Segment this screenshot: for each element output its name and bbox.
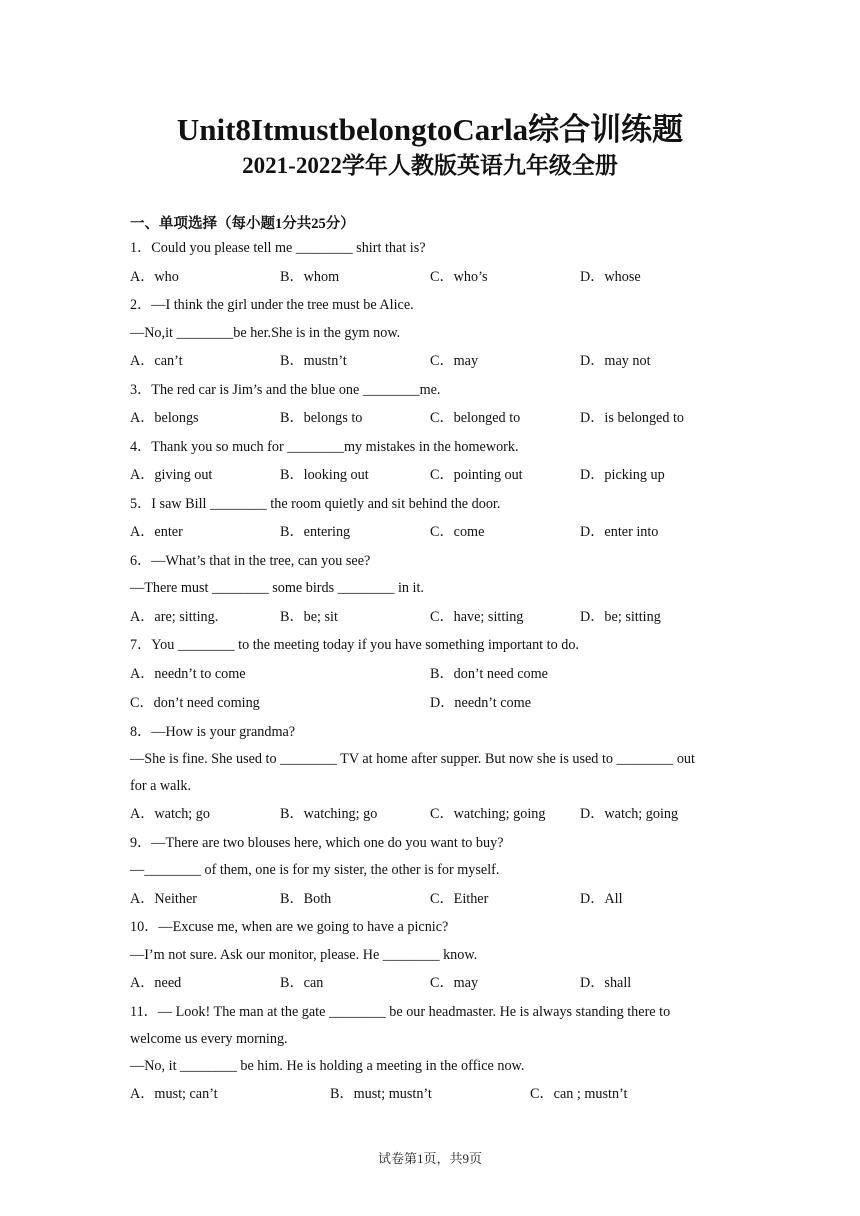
option-a: A．needn’t to come [130, 665, 246, 682]
option-c: C．come [430, 524, 485, 540]
option-b: B．can [280, 975, 324, 991]
option-b: B．be; sit [280, 608, 338, 625]
question-stem: 3．The red car is Jim’s and the blue one ________me. [130, 381, 441, 398]
question-stem: 11．— Look! The man at the gate ________ be our headmaster. He is always standing there to welcome us every morning. [130, 1003, 671, 1047]
question-3 [130, 377, 730, 434]
option-b: B．mustn’t [280, 353, 347, 369]
options-row [130, 969, 730, 999]
question-stem: 10．—Excuse me, when are we going to have a picnic? [130, 919, 449, 935]
option-a: A．giving out [130, 467, 213, 483]
option-a: A．belongs [130, 410, 199, 426]
option-c: C．who’s [430, 268, 488, 285]
option-c: C．Either [430, 890, 489, 907]
options-row [130, 263, 730, 293]
option-d: D．enter into [580, 524, 659, 540]
question-5 [130, 491, 730, 548]
option-a: A．need [130, 975, 182, 991]
option-b: B．whom [280, 268, 340, 285]
question-1 [130, 235, 730, 292]
question-10 [130, 914, 730, 999]
question-stem: 9．—There are two blouses here, which one do you want to buy? [130, 834, 504, 851]
question-stem: 5．I saw Bill ________ the room quietly and sit behind the door. [130, 495, 501, 512]
option-a: A．who [130, 268, 179, 285]
page-subtitle: 2021-2022学年人教版英语九年级全册 [242, 153, 618, 178]
option-b: B．looking out [280, 467, 369, 483]
option-a: A．watch; go [130, 806, 210, 822]
question-stem-reply: —I’m not sure. Ask our monitor, please. He ________ know. [130, 946, 478, 963]
option-c: C．may [430, 975, 479, 991]
question-stem: 6．—What’s that in the tree, can you see? [130, 552, 371, 569]
option-d: D．is belonged to [580, 410, 685, 426]
question-area [130, 213, 730, 1110]
option-d: D．shall [580, 975, 632, 991]
question-stem: 2．—I think the girl under the tree must be Alice. [130, 297, 414, 313]
option-b: B．entering [280, 524, 351, 540]
option-d: D．picking up [580, 467, 665, 483]
option-a: A．can’t [130, 353, 183, 369]
option-c: C．belonged to [430, 410, 521, 426]
question-stem: 8．—How is your grandma? [130, 723, 296, 740]
question-6 [130, 548, 730, 633]
question-8 [130, 719, 730, 830]
option-a: A．enter [130, 524, 183, 540]
option-b: B．watching; go [280, 806, 378, 822]
option-a: A．Neither [130, 890, 197, 907]
option-b: B．don’t need come [430, 665, 548, 682]
option-c: C．don’t need coming [130, 695, 260, 711]
page-title: Unit8ItmustbelongtoCarla综合训练题 [176, 112, 684, 147]
question-stem-reply: —No, it ________ be him. He is holding a meeting in the office now. [130, 1057, 525, 1074]
question-stem-reply: —She is fine. She used to ________ TV at home after supper. But now she is used to ________ out for a walk. [130, 751, 695, 794]
question-7 [130, 632, 730, 719]
option-c: C．can ; mustn’t [530, 1086, 628, 1102]
option-c: C．watching; going [430, 806, 546, 822]
options-row [130, 1080, 730, 1110]
options-row [130, 461, 730, 491]
option-c: C．may [430, 353, 479, 369]
question-stem-reply: —________ of them, one is for my sister, the other is for myself. [130, 862, 500, 878]
option-d: D．watch; going [580, 806, 679, 822]
option-d: D．may not [580, 353, 651, 369]
option-d: D．needn’t come [430, 695, 531, 711]
options-row [130, 603, 730, 633]
question-stem-reply: —There must ________ some birds ________ in it. [130, 580, 424, 596]
options-row [130, 800, 730, 830]
options-row [130, 885, 730, 915]
option-b: B．belongs to [280, 410, 363, 426]
option-b: B．must; mustn’t [330, 1086, 432, 1102]
options-row [130, 689, 730, 719]
options-row [130, 518, 730, 548]
option-c: C．pointing out [430, 467, 523, 483]
question-stem: 1．Could you please tell me ________ shirt that is? [130, 240, 426, 256]
question-9 [130, 830, 730, 915]
question-2 [130, 292, 730, 377]
option-d: D．whose [580, 268, 641, 285]
question-11 [130, 999, 730, 1110]
section-heading: 一、单项选择（每小题1分共25分） [130, 216, 355, 232]
option-a: A．must; can’t [130, 1086, 218, 1102]
options-row [130, 660, 730, 690]
question-stem: 7．You ________ to the meeting today if you have something important to do. [130, 637, 579, 653]
option-b: B．Both [280, 890, 332, 907]
option-a: A．are; sitting. [130, 608, 219, 625]
question-4 [130, 434, 730, 491]
options-row [130, 404, 730, 434]
options-row [130, 347, 730, 377]
question-stem-reply: —No,it ________be her.She is in the gym now. [130, 324, 401, 341]
question-stem: 4．Thank you so much for ________my mistakes in the homework. [130, 438, 519, 455]
option-d: D．All [580, 890, 623, 907]
page-footer: 试卷第1页，共9页 [377, 1151, 482, 1166]
option-c: C．have; sitting [430, 608, 524, 625]
option-d: D．be; sitting [580, 608, 661, 625]
